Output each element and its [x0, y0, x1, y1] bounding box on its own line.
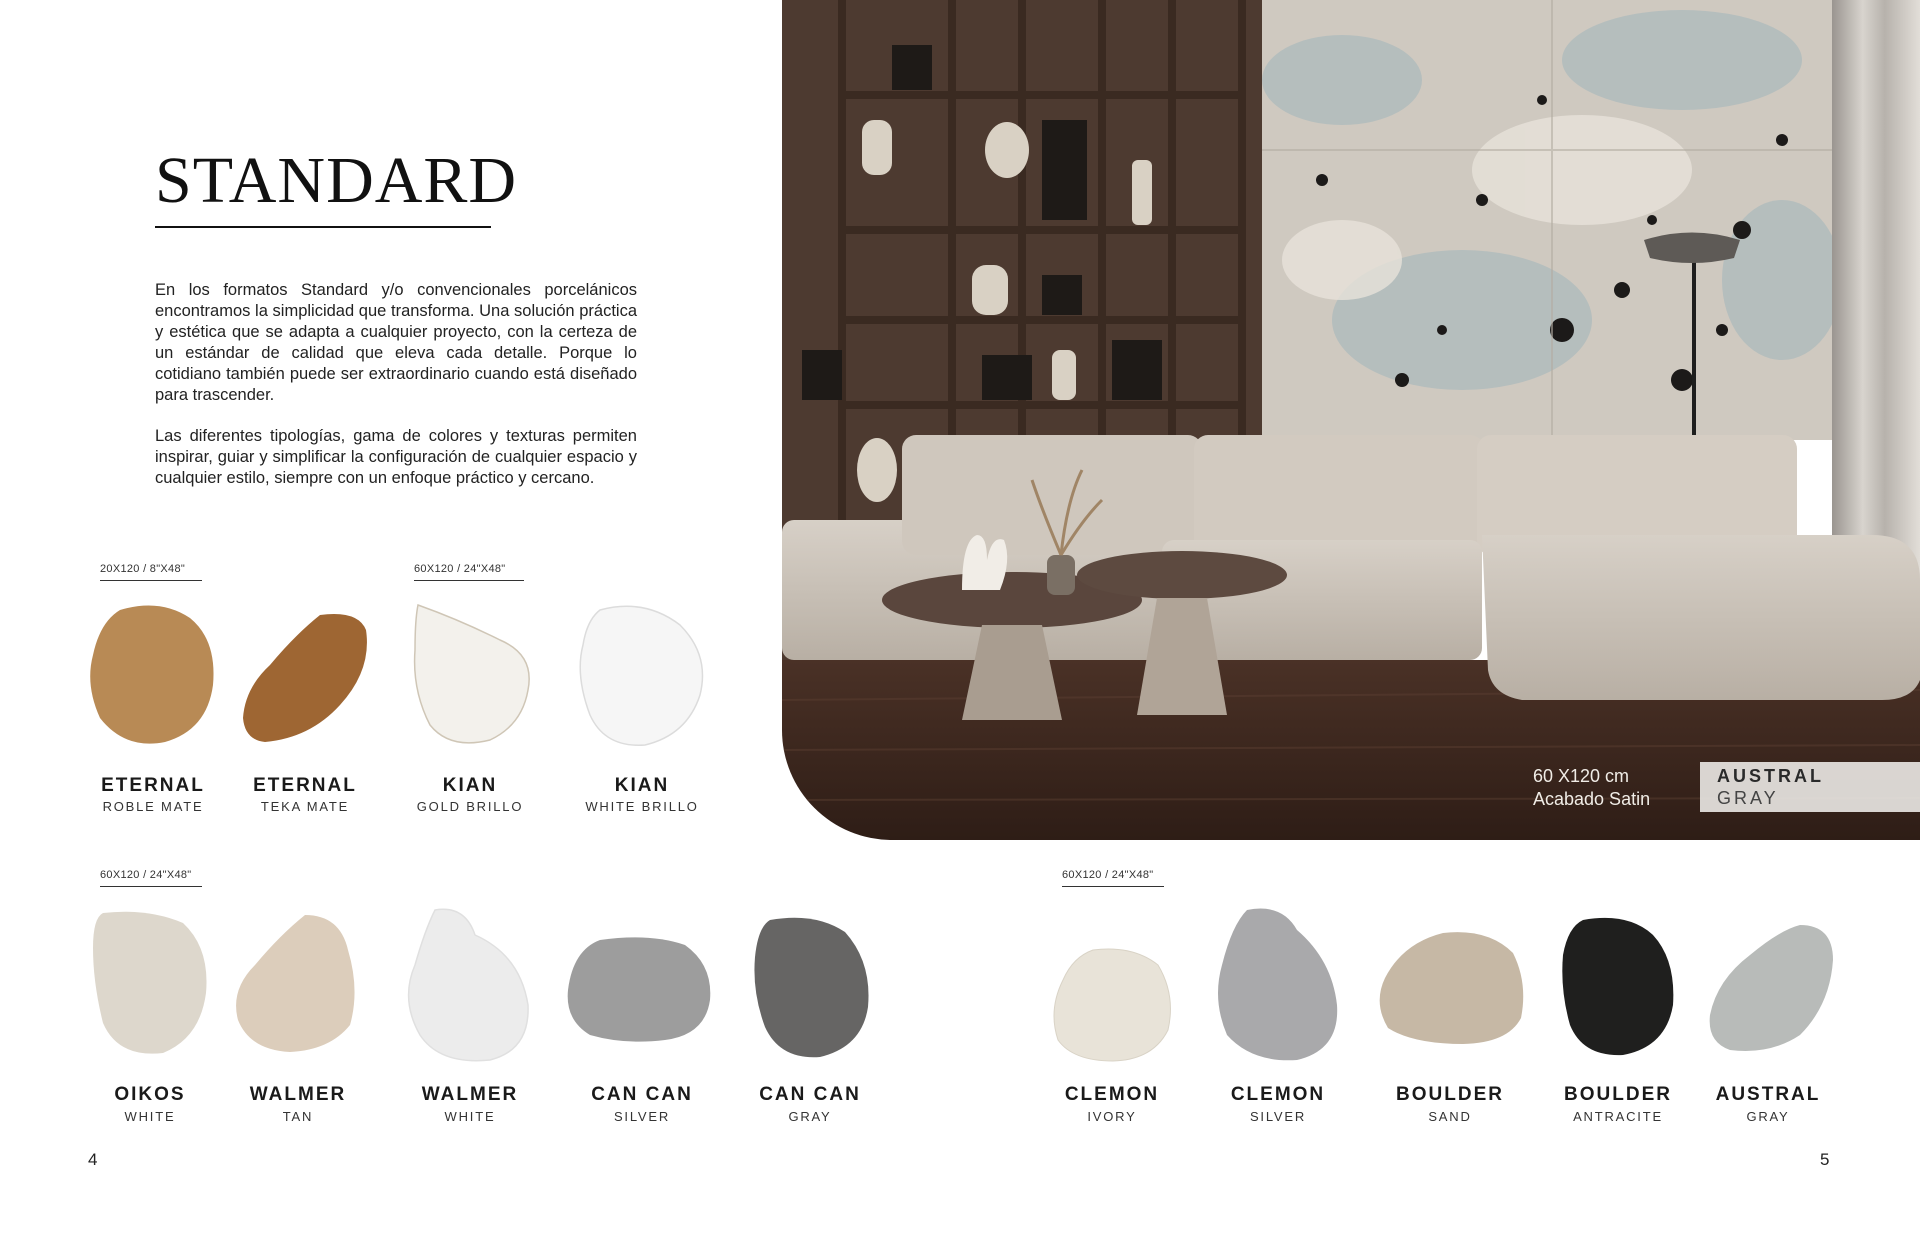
- hero-product-tag: [1700, 762, 1920, 812]
- sample-finish: IVORY: [1087, 1109, 1137, 1124]
- title-underline: [155, 226, 491, 228]
- sample-name: WALMER: [421, 1084, 519, 1105]
- tile-sample: [410, 600, 535, 750]
- sample-finish: WHITE: [444, 1109, 496, 1124]
- sample-name: ETERNAL: [101, 775, 205, 796]
- sample-finish: SAND: [1428, 1109, 1472, 1124]
- sample-name: CLEMON: [1230, 1084, 1326, 1105]
- sample-name: OIKOS: [114, 1084, 186, 1105]
- page-number-right: 5: [1820, 1150, 1830, 1169]
- sample-finish: GRAY: [788, 1109, 832, 1124]
- living-room-illustration: [782, 0, 1920, 840]
- intro-paragraph-2: Las diferentes tipologías, gama de colores y texturas permiten inspirar, guiar y simplificar la configuración de cualquier espacio y cualquier estilo, siempre con un enfoque práctico y cercano.: [155, 427, 637, 487]
- sample-finish: SILVER: [613, 1109, 671, 1124]
- tile-sample: [1373, 928, 1528, 1048]
- hero-spec: [1533, 765, 1650, 811]
- sample-name: KIAN: [442, 775, 498, 796]
- tile-sample: [750, 912, 870, 1062]
- format-label: 20X120 / 8"X48": [100, 563, 202, 581]
- tile-sample: [88, 908, 213, 1058]
- sample-finish: GOLD BRILLO: [416, 799, 524, 814]
- hero-spec-size: 60 X120 cm: [1533, 766, 1630, 786]
- intro-text: [155, 280, 637, 509]
- sample-name: CAN CAN: [759, 1084, 861, 1105]
- sample-name: KIAN: [614, 775, 670, 796]
- format-label: 60X120 / 24"X48": [100, 869, 202, 887]
- hero-spec-finish: Acabado Satin: [1533, 789, 1651, 809]
- sample-name: BOULDER: [1396, 1084, 1504, 1105]
- tile-sample: [400, 905, 535, 1065]
- tile-sample: [240, 610, 370, 745]
- tile-sample: [1558, 915, 1678, 1060]
- sample-finish: SILVER: [1249, 1109, 1307, 1124]
- sample-name: ETERNAL: [253, 775, 357, 796]
- format-label: 60X120 / 24"X48": [1062, 869, 1164, 887]
- tile-sample: [575, 600, 710, 750]
- sample-finish: TEKA MATE: [260, 799, 350, 814]
- sample-finish: TAN: [282, 1109, 314, 1124]
- tile-sample: [1048, 945, 1178, 1065]
- hero-product-name: AUSTRAL: [1717, 766, 1824, 786]
- tile-sample: [1212, 905, 1342, 1065]
- sample-name: WALMER: [249, 1084, 347, 1105]
- sample-finish: ROBLE MATE: [102, 799, 204, 814]
- sample-finish: ANTRACITE: [1573, 1109, 1663, 1124]
- sample-finish: GRAY: [1746, 1109, 1790, 1124]
- sample-name: BOULDER: [1564, 1084, 1672, 1105]
- tile-sample: [565, 935, 715, 1045]
- hero-product-finish: GRAY: [1717, 788, 1779, 808]
- sample-finish: WHITE BRILLO: [585, 799, 699, 814]
- intro-paragraph-1: En los formatos Standard y/o convencionales porcelánicos encontramos la simplicidad que transforma. Una solución práctica y estética que se adapta a cualquier proyecto, con la certeza de un estándar de calidad que eleva cada detalle. Porque lo cotidiano también puede ser extraordinario cuando está diseñado para trascender.: [155, 281, 637, 404]
- sample-name: CAN CAN: [591, 1084, 693, 1105]
- sample-name: CLEMON: [1064, 1084, 1160, 1105]
- page-number-left: 4: [88, 1150, 98, 1169]
- tile-sample: [1705, 920, 1835, 1055]
- sample-name: AUSTRAL: [1715, 1084, 1821, 1105]
- tile-sample: [85, 600, 220, 750]
- hero-image: [782, 0, 1920, 840]
- tile-sample: [230, 910, 365, 1055]
- format-label: 60X120 / 24"X48": [414, 563, 524, 581]
- page-title: STANDARD: [155, 144, 518, 217]
- sample-finish: WHITE: [124, 1109, 176, 1124]
